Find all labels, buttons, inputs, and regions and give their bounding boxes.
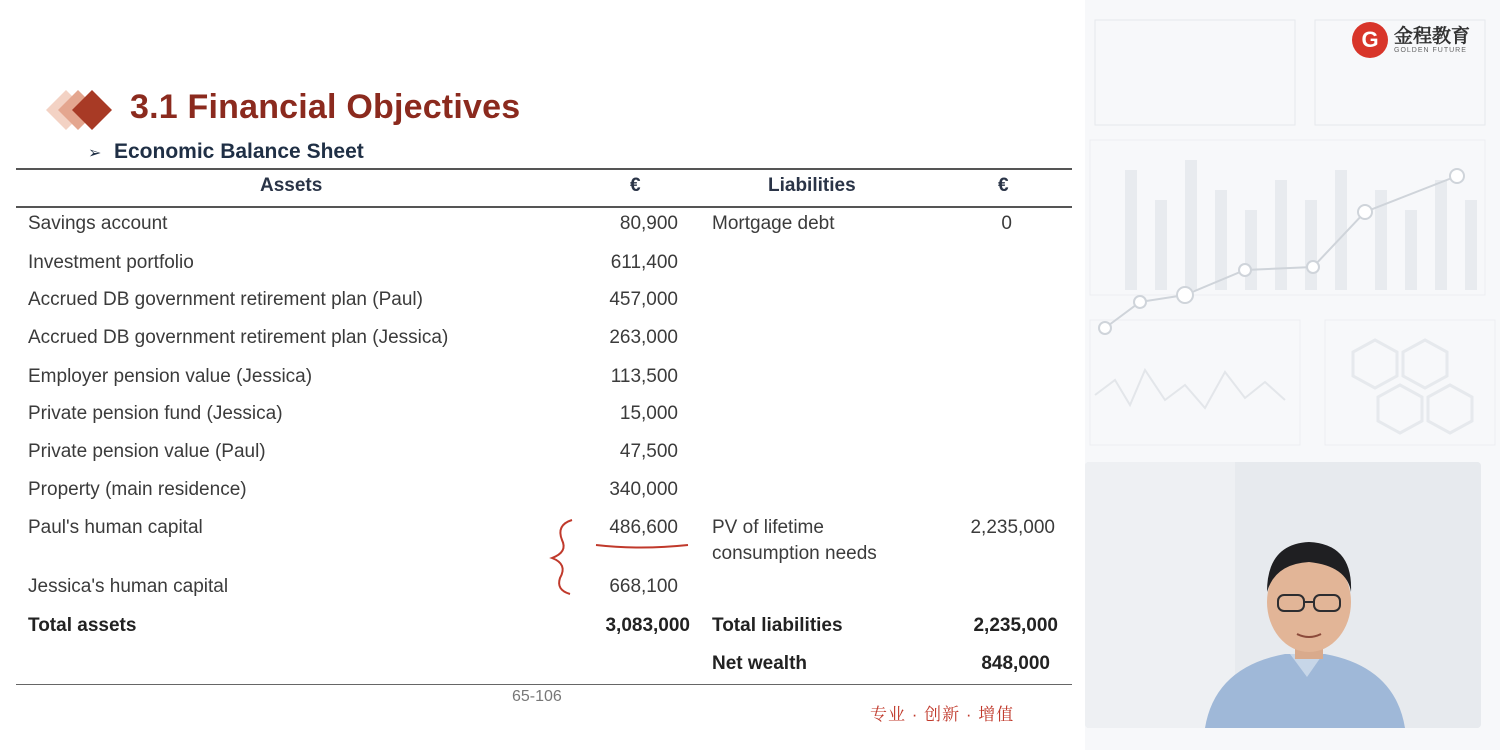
net-wealth-label: Net wealth	[712, 653, 808, 674]
brand-name: 金程教育	[1394, 25, 1471, 47]
brand-mark-icon: G	[1352, 22, 1388, 58]
presenter-icon	[1085, 462, 1481, 728]
asset-value: 457,000	[609, 289, 678, 310]
brand-logo	[1352, 22, 1470, 58]
header-euro-assets: €	[630, 175, 641, 196]
asset-value: 80,900	[619, 213, 678, 234]
net-wealth-value: 848,000	[981, 653, 1050, 674]
asset-label: Property (main residence)	[28, 479, 247, 500]
asset-label: Jessica's human capital	[28, 576, 229, 597]
total-liabilities-label: Total liabilities	[712, 615, 843, 636]
header-assets: Assets	[260, 175, 323, 196]
asset-value: 611,400	[610, 252, 678, 273]
asset-label: Savings account	[28, 213, 168, 234]
header-euro-liabilities: €	[998, 175, 1009, 196]
bullet-arrow-icon: ➢	[88, 145, 102, 162]
asset-value: 15,000	[619, 403, 678, 424]
total-assets-label: Total assets	[28, 615, 137, 636]
asset-value: 113,500	[610, 366, 678, 387]
subtitle-text: Economic Balance Sheet	[114, 140, 364, 163]
liability-value: 2,235,000	[970, 517, 1055, 538]
total-assets-value: 3,083,000	[605, 615, 690, 636]
asset-label: Private pension value (Paul)	[28, 441, 266, 462]
liability-value: 0	[1001, 213, 1012, 234]
presenter-video	[1085, 462, 1481, 728]
asset-label: Paul's human capital	[28, 517, 203, 538]
liability-label-line1: PV of lifetime	[712, 517, 824, 538]
slide-title: 3.1 Financial Objectives	[130, 88, 521, 126]
asset-value: 340,000	[609, 479, 678, 500]
liability-label-line2: consumption needs	[712, 543, 877, 564]
asset-value: 486,600	[609, 517, 678, 538]
slogan: 专业 · 创新 · 增值	[870, 705, 1015, 724]
asset-label: Accrued DB government retirement plan (Jessica)	[28, 327, 449, 348]
asset-value: 263,000	[609, 327, 678, 348]
asset-label: Accrued DB government retirement plan (Paul)	[28, 289, 423, 310]
asset-value: 47,500	[619, 441, 678, 462]
asset-label: Private pension fund (Jessica)	[28, 403, 283, 424]
liability-label: Mortgage debt	[712, 213, 835, 234]
asset-label: Investment portfolio	[28, 252, 194, 273]
page-number: 65-106	[512, 688, 562, 705]
asset-value: 668,100	[609, 576, 678, 597]
asset-label: Employer pension value (Jessica)	[28, 366, 313, 387]
header-liabilities: Liabilities	[768, 175, 856, 196]
total-liabilities-value: 2,235,000	[973, 615, 1058, 636]
brand-subtitle: GOLDEN FUTURE	[1394, 46, 1467, 54]
